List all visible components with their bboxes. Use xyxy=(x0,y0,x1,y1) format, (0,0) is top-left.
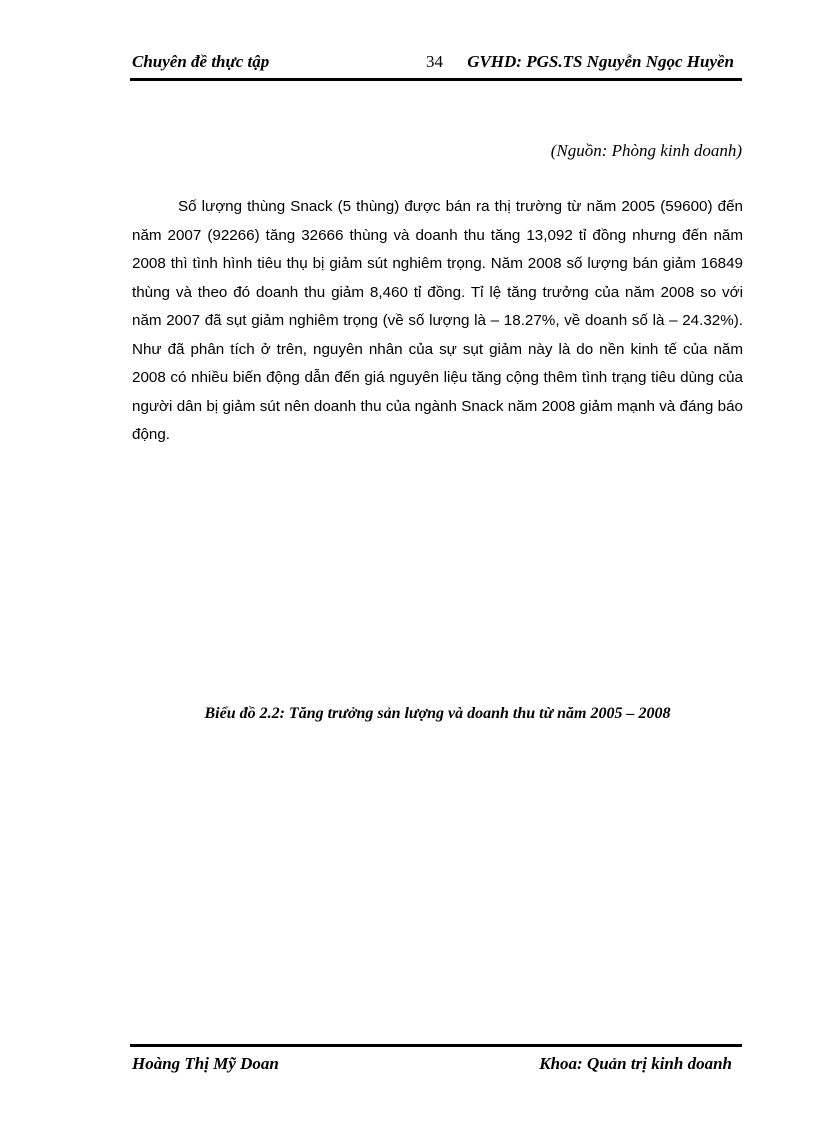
chart-caption: Biểu đồ 2.2: Tăng trưởng sản lượng và doanh thu từ năm 2005 – 2008 xyxy=(204,705,671,722)
page-number: 34 xyxy=(426,52,443,71)
page-footer xyxy=(130,1052,742,1078)
footer-faculty: Khoa: Quản trị kinh doanh xyxy=(539,1054,732,1073)
footer-rule xyxy=(130,1044,742,1047)
source-note: (Nguồn: Phòng kinh doanh) xyxy=(550,141,742,160)
footer-author: Hoàng Thị Mỹ Doan xyxy=(132,1054,279,1073)
header-document-type: Chuyên đề thực tập xyxy=(132,52,270,71)
page-header xyxy=(130,50,742,78)
header-rule xyxy=(130,78,742,81)
body-paragraph: Số lượng thùng Snack (5 thùng) được bán ra thị trường từ năm 2005 (59600) đến năm 2007 (92266) tăng 32666 thùng và doanh thu tăng 13,092 tỉ đồng nhưng đến năm 2008 thì tình hình tiêu thụ bị giảm sút nghiêm trọng. Năm 2008 số lượng bán giảm 16849 thùng và theo đó doanh thu giảm 8,460 tỉ đồng. Tỉ lệ tăng trưởng của năm 2008 so với năm 2007 đã sụt giảm nghiêm trọng (về số lượng là – 18.27%, về doanh số là – 24.32%). Như đã phân tích ở trên, nguyên nhân của sự sụt giảm này là do nền kinh tế của năm 2008 có nhiều biến động dẫn đến giá nguyên liệu tăng cộng thêm tình trạng tiêu dùng của người dân bị giảm sút nên doanh thu của ngành Snack năm 2008 giảm mạnh và đáng báo động. xyxy=(132,198,743,443)
header-supervisor: GVHD: PGS.TS Nguyễn Ngọc Huyền xyxy=(467,52,734,71)
